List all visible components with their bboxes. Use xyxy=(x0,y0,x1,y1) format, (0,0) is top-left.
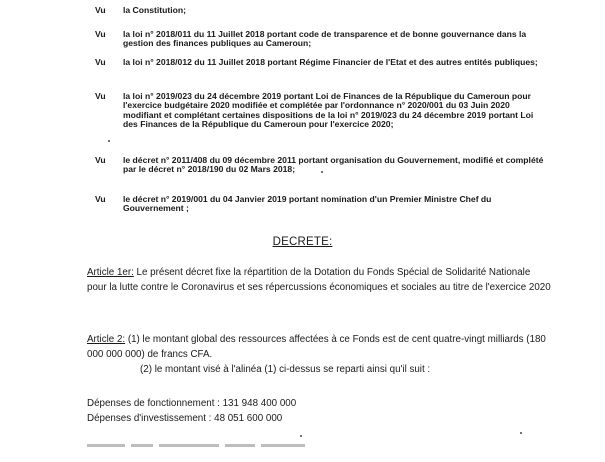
vu-label: Vu xyxy=(95,5,106,15)
vu-text: la loi n° 2018/012 du 11 Juillet 2018 portant Régime Financier de l'Etat et des autres entités publiques; xyxy=(123,57,538,67)
vu-text: la loi n° 2018/011 du 11 Juillet 2018 portant code de transparence et de bonne gouvernance dans la gestion des finances publiques au Cameroun; xyxy=(123,29,527,49)
article-1 xyxy=(87,265,551,295)
scan-speck xyxy=(300,435,302,437)
article-1-title: Article 1er: xyxy=(87,267,134,278)
vu-text: la Constitution; xyxy=(123,5,187,15)
vu-label: Vu xyxy=(95,194,106,204)
depenses-investissement: Dépenses d'investissement : 48 051 600 000 xyxy=(87,413,283,424)
vu-label: Vu xyxy=(95,155,106,165)
scan-speck xyxy=(321,171,323,173)
vu-label: Vu xyxy=(95,29,106,39)
article-2 xyxy=(87,332,551,362)
vu-text: la loi n° 2019/023 du 24 décembre 2019 portant Loi de Finances de la République du Cameroun pour l'exercice budgétaire 2020 modifiée et complétée par l'ordonnance n° 2020/001 du 03 Juin 2020 modifiant et complétant certaines dispositions de la loi n° 2019/023 du 24 décembre 2019 portant Loi des Finances de la République du Cameroun pour l'exercice 2020; xyxy=(123,91,534,130)
vu-label: Vu xyxy=(95,57,106,67)
vu-text: le décret n° 2011/408 du 09 décembre 2011 portant organisation du Gouvernement, modifié et complété par le décret n° 2018/190 du 02 Mars 2018; xyxy=(123,155,544,175)
depenses-fonctionnement: Dépenses de fonctionnement : 131 948 400 000 xyxy=(87,398,297,409)
article-2-text: (1) le montant global des ressources affectées à ce Fonds est de cent quatre-vingt milliards (180 000 000 000) de francs CFA. xyxy=(87,334,546,360)
vu-label: Vu xyxy=(95,91,106,101)
decrete-heading: DECRETE: xyxy=(272,236,333,248)
article-2-subparagraph: (2) le montant visé à l'alinéa (1) ci-dessus se reparti ainsi qu'il suit : xyxy=(140,364,431,375)
cut-off-text-line xyxy=(87,444,327,450)
scan-speck xyxy=(108,140,110,142)
article-1-text: Le présent décret fixe la répartition de la Dotation du Fonds Spécial de Solidarité Nationale pour la lutte contre le Coronavirus et ses répercussions économiques et sociales au titre de l'exercice 2020 xyxy=(87,267,551,293)
scan-speck xyxy=(520,432,522,434)
article-2-title: Article 2: xyxy=(87,334,126,345)
vu-text: le décret n° 2019/001 du 04 Janvier 2019 portant nomination d'un Premier Ministre Chef du Gouvernement ; xyxy=(123,194,492,214)
